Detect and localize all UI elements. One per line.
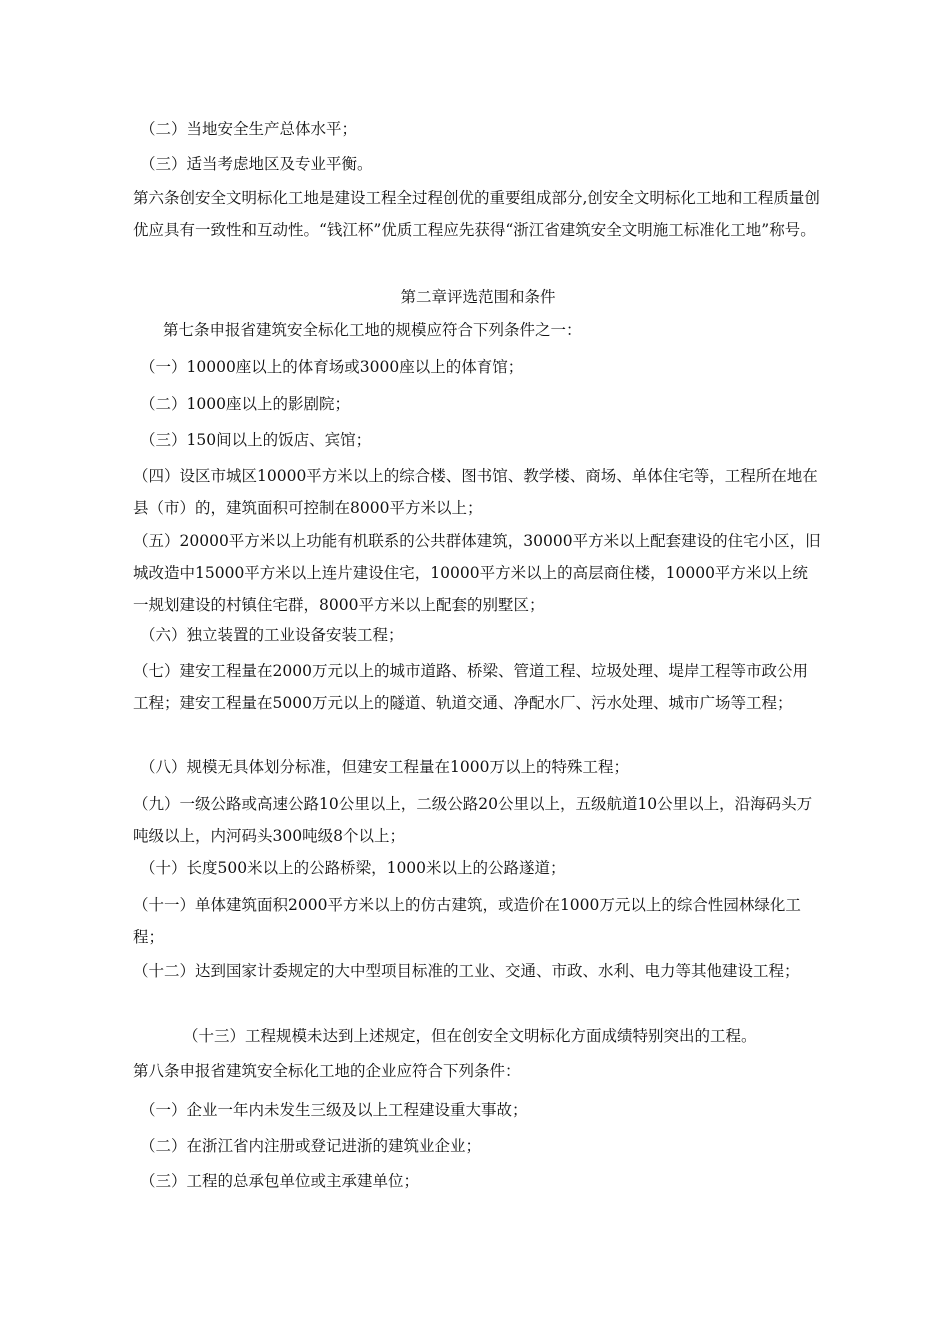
article-7-item-1: （一）10000座以上的体育场或3000座以上的体育馆； — [140, 358, 524, 376]
article-7-item-2: （二）1000座以上的影剧院； — [140, 395, 350, 413]
article-7-item-11: （十一）单体建筑面积2000平方米以上的仿古建筑，或造价在1000万元以上的综合性园林绿化工程； — [133, 896, 801, 946]
paragraph-item-2-3: （三）适当考虑地区及专业平衡。 — [140, 155, 373, 173]
article-7-item-6: （六）独立装置的工业设备安装工程； — [140, 626, 404, 644]
paragraph-item-2-2: （二）当地安全生产总体水平； — [140, 120, 358, 138]
article-8-item-2: （二）在浙江省内注册或登记进浙的建筑业企业； — [140, 1137, 482, 1155]
article-6: 第六条创安全文明标化工地是建设工程全过程创优的重要组成部分,创安全文明标化工地和工程质量创优应具有一致性和互动性。“钱江杯”优质工程应先获得“浙江省建筑安全文明施工标准化工地”称号。 — [133, 189, 820, 239]
article-7-item-8: （八）规模无具体划分标准，但建安工程量在1000万以上的特殊工程； — [140, 758, 629, 776]
article-7-item-12: （十二）达到国家计委规定的大中型项目标准的工业、交通、市政、水利、电力等其他建设工程； — [133, 962, 800, 980]
article-7-item-5: （五）20000平方米以上功能有机联系的公共群体建筑，30000平方米以上配套建设的住宅小区，旧城改造中15000平方米以上连片建设住宅，10000平方米以上的高层商住楼，10000平方米以上统一规划建设的村镇住宅群，8000平方米以上配套的别墅区； — [133, 532, 821, 614]
article-8: 第八条申报省建筑安全标化工地的企业应符合下列条件： — [133, 1062, 521, 1080]
article-7-item-7: （七）建安工程量在2000万元以上的城市道路、桥梁、管道工程、垃圾处理、堤岸工程等市政公用工程；建安工程量在5000万元以上的隧道、轨道交通、净配水厂、污水处理、城市广场等工程； — [133, 662, 808, 712]
article-7-item-9: （九）一级公路或高速公路10公里以上，二级公路20公里以上，五级航道10公里以上，沿海码头万吨级以上，内河码头300吨级8个以上； — [133, 795, 813, 845]
article-7: 第七条申报省建筑安全标化工地的规模应符合下列条件之一： — [163, 321, 582, 339]
chapter-2-heading: 第二章评选范围和条件 — [400, 288, 556, 306]
article-7-item-3: （三）150间以上的饭店、宾馆； — [140, 431, 372, 449]
article-8-item-3: （三）工程的总承包单位或主承建单位； — [140, 1172, 420, 1190]
article-7-item-4: （四）设区市城区10000平方米以上的综合楼、图书馆、教学楼、商场、单体住宅等，工程所在地在县（市）的，建筑面积可控制在8000平方米以上； — [133, 467, 818, 517]
article-7-item-10: （十）长度500米以上的公路桥梁，1000米以上的公路遂道； — [140, 859, 566, 877]
article-8-item-1: （一）企业一年内未发生三级及以上工程建设重大事故； — [140, 1101, 528, 1119]
article-7-item-13: （十三）工程规模未达到上述规定，但在创安全文明标化方面成绩特别突出的工程。 — [183, 1027, 757, 1045]
